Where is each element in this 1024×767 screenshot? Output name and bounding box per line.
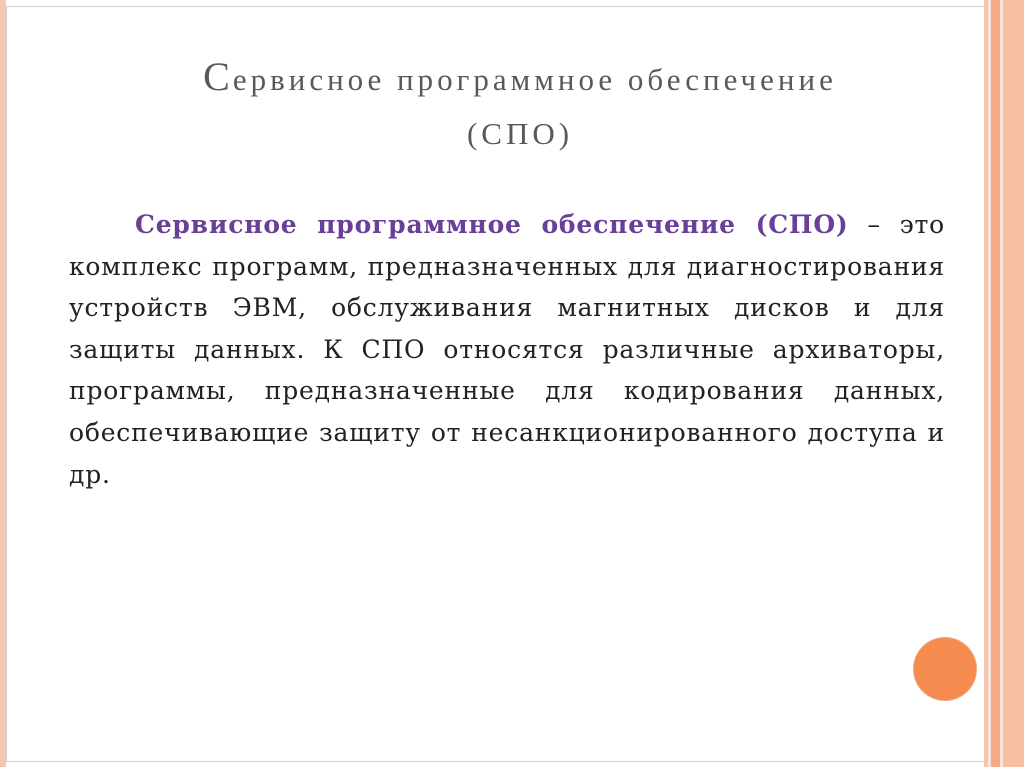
right-decor-stripe [991, 0, 1000, 767]
right-decor-stripe [1003, 0, 1024, 767]
title-text: ервисное программное обеспечение (СПО) [232, 62, 837, 151]
title-initial: С [203, 54, 233, 99]
definition-text: – это комплекс программ, предназначенных для диагностирования устройств ЭВМ, обслуживания магнитных дисков и для защиты данных. К СПО относятся различные архиваторы, программы, предназначенные для кодирования данных, обеспечивающие защиту от несанкционированного доступа и др. [69, 210, 945, 489]
term-highlight: Сервисное программное обеспечение (СПО) [135, 210, 849, 239]
orange-circle-decoration [914, 638, 976, 700]
body-paragraph [69, 204, 945, 495]
slide-title [150, 50, 890, 161]
